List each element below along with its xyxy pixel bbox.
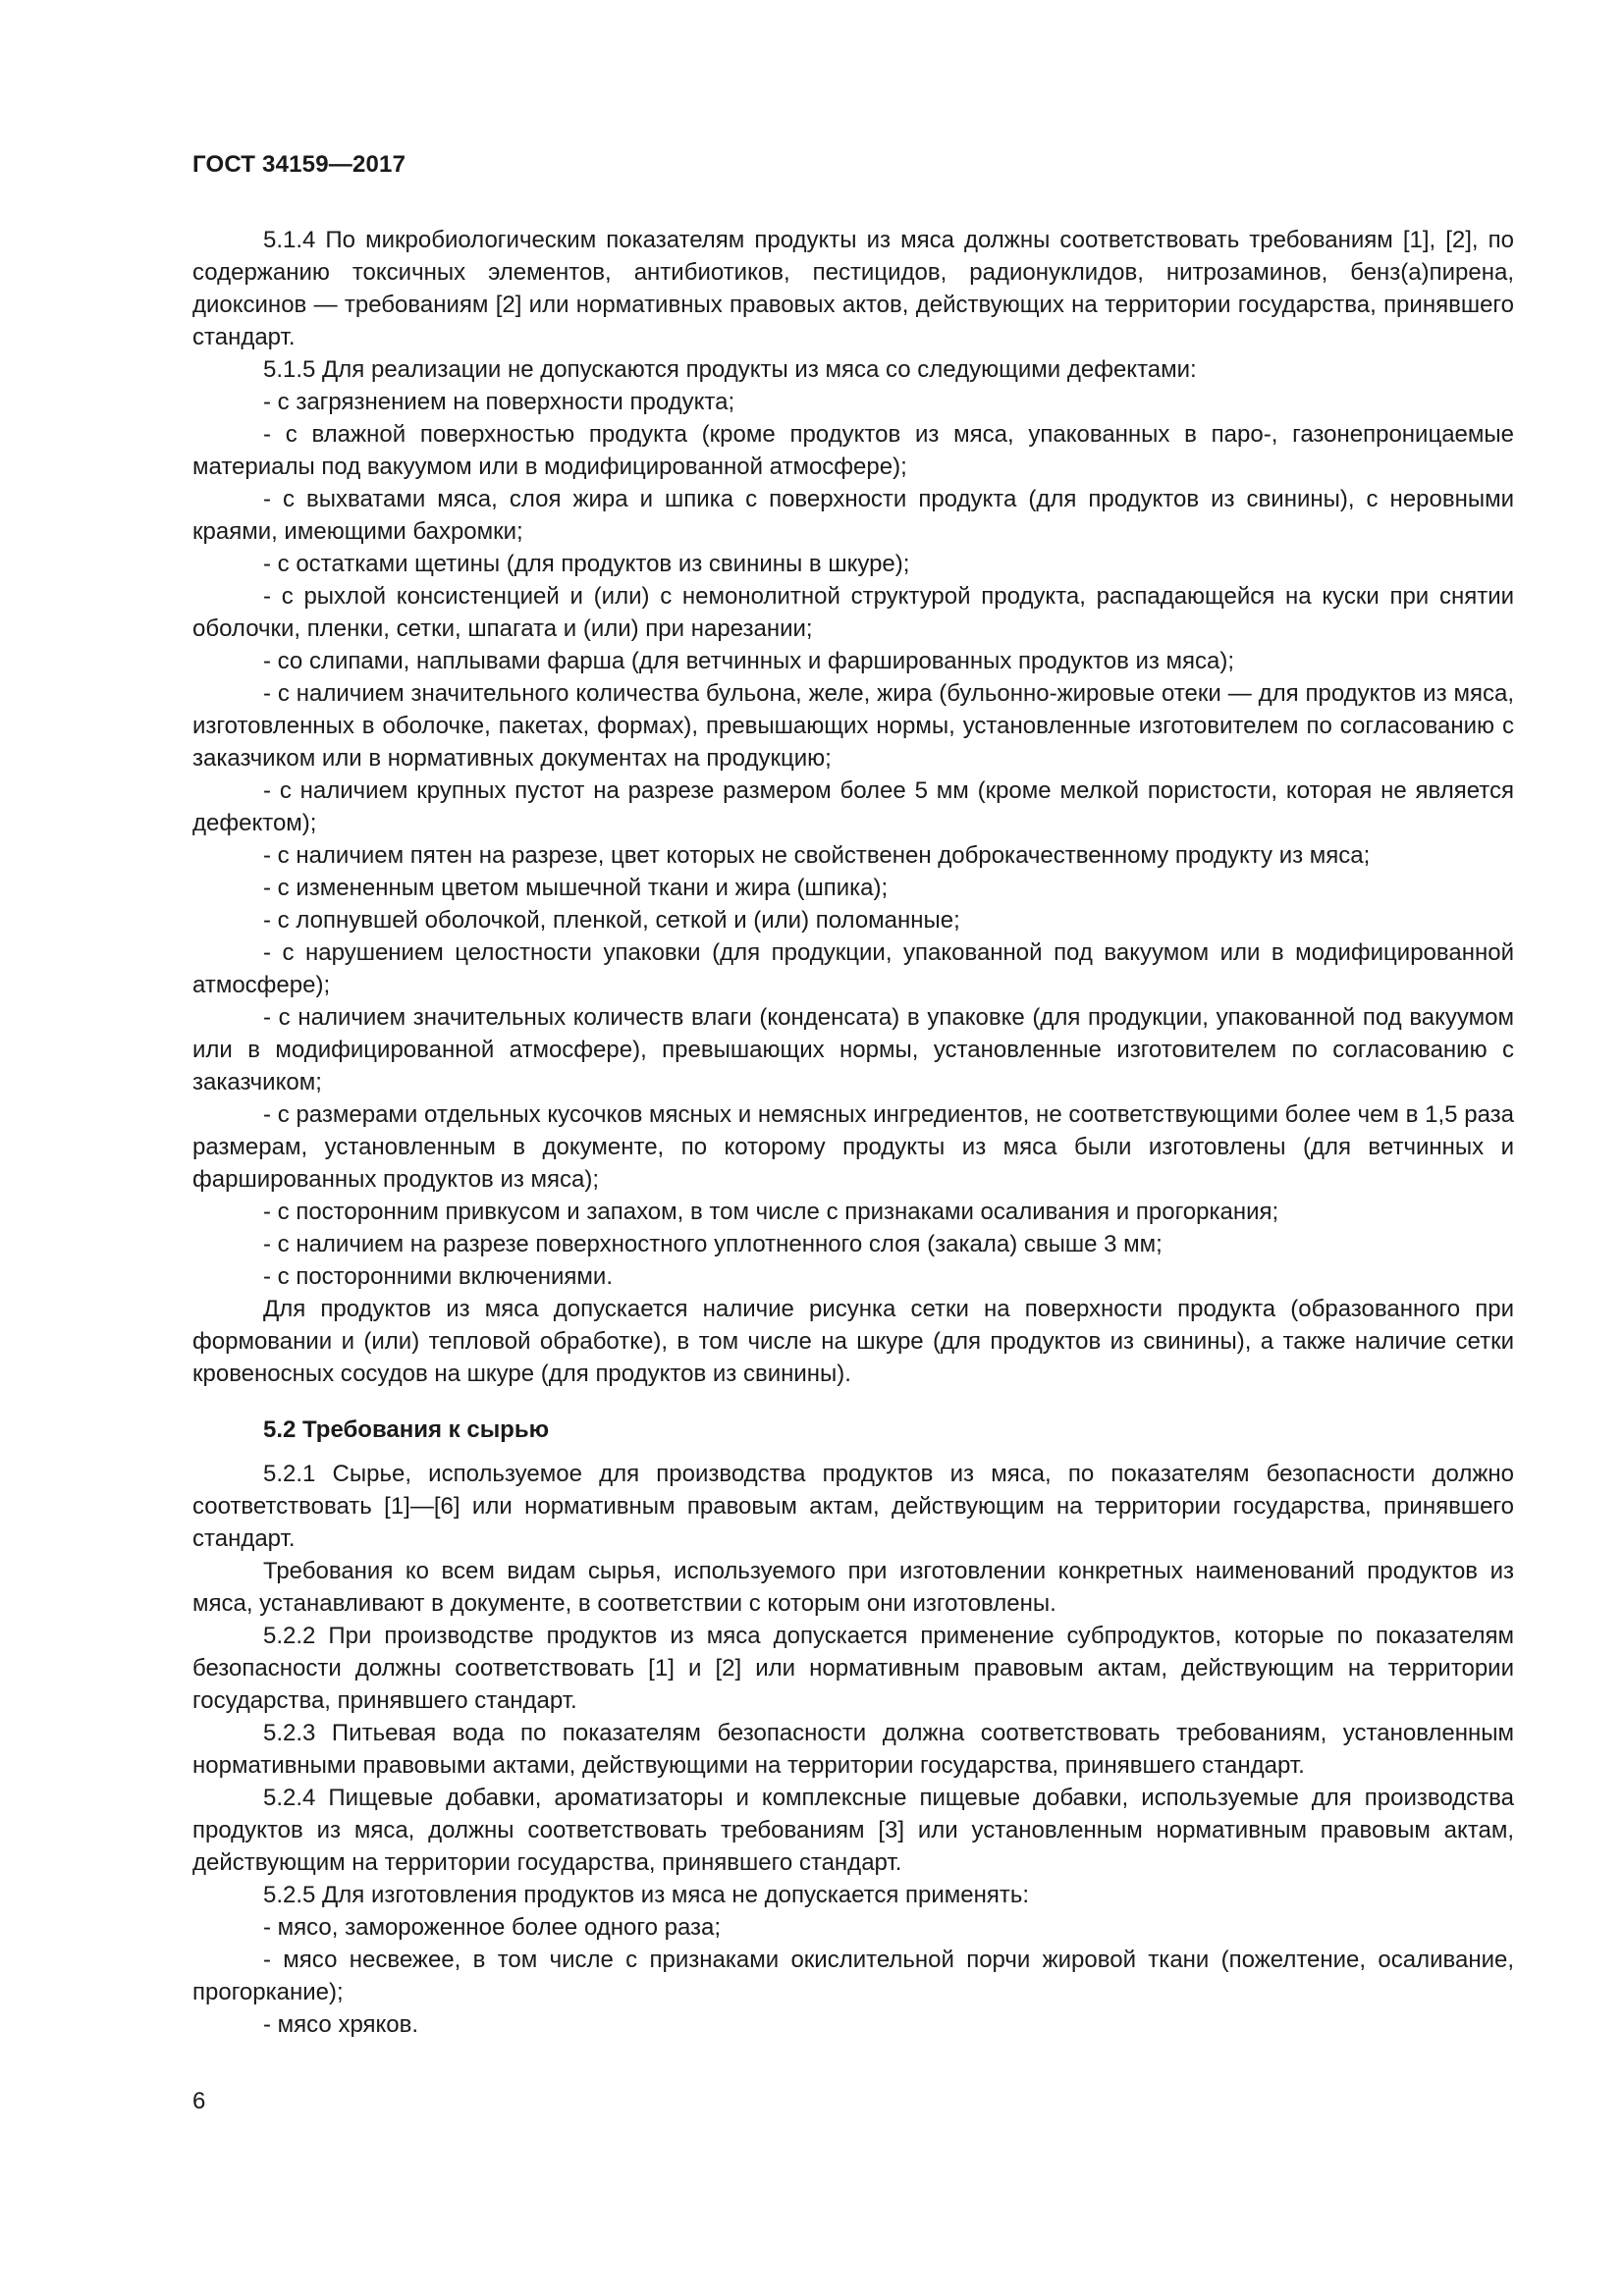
defect-item: - с измененным цветом мышечной ткани и жира (шпика);: [263, 875, 889, 901]
clause-5-2-5: 5.2.5 Для изготовления продуктов из мяса не допускается применять:: [263, 1882, 1030, 1908]
defect-item: - с наличием значительного количества бульона, желе, жира (бульонно-жировые отеки — для продуктов из мяса, изготовленных в оболочке, пакетах, формах), превышающих нормы, установленные изготовителем по согласованию с заказчиком или в нормативных документах на продукцию;: [192, 680, 1514, 772]
defect-item: - с посторонним привкусом и запахом, в том числе с признаками осаливания и прогоркания;: [263, 1199, 1279, 1225]
defect-item: - с посторонними включениями.: [263, 1263, 614, 1290]
raw-material-requirements: Требования ко всем видам сырья, используемого при изготовлении конкретных наименований продуктов из мяса, устанавливают в документе, в соответствии с которым они изготовлены.: [192, 1558, 1514, 1617]
page-number: 6: [192, 2088, 206, 2114]
clause-5-2-1: 5.2.1 Сырье, используемое для производства продуктов из мяса, по показателям безопасности должно соответствовать [1]—[6] или нормативным правовым актам, действующим на территории государства, принявшего стандарт.: [192, 1461, 1514, 1552]
defect-item: - с влажной поверхностью продукта (кроме продуктов из мяса, упакованных в паро-, газонепроницаемые материалы под вакуумом или в модифицированной атмосфере);: [192, 421, 1514, 480]
clause-5-2-4: 5.2.4 Пищевые добавки, ароматизаторы и комплексные пищевые добавки, используемые для производства продуктов из мяса, должны соответствовать требованиям [3] или установленным нормативным правовым актам, действующим на территории государства, принявшего стандарт.: [192, 1785, 1514, 1876]
defect-item: - с выхватами мяса, слоя жира и шпика с поверхности продукта (для продуктов из свинины), с неровными краями, имеющими бахромки;: [192, 486, 1514, 545]
clause-5-2-3: 5.2.3 Питьевая вода по показателям безопасности должна соответствовать требованиям, установленным нормативными правовыми актами, действующими на территории государства, принявшего стандарт.: [192, 1720, 1514, 1779]
clause-5-1-5: 5.1.5 Для реализации не допускаются продукты из мяса со следующими дефектами:: [263, 356, 1197, 383]
defect-item: - с размерами отдельных кусочков мясных и немясных ингредиентов, не соответствующими более чем в 1,5 раза размерам, установленным в документе, по которому продукты из мяса были изготовлены (для ветчинных и фаршированных продуктов из мяса);: [192, 1101, 1514, 1193]
defect-item: - со слипами, наплывами фарша (для ветчинных и фаршированных продуктов из мяса);: [263, 648, 1235, 674]
clause-5-2-2: 5.2.2 При производстве продуктов из мяса допускается применение субпродуктов, которые по показателям безопасности должны соответствовать [1] и [2] или нормативным правовым актам, действующим на территории государства, принявшего стандарт.: [192, 1623, 1514, 1714]
prohibited-item: - мясо хряков.: [263, 2011, 419, 2038]
mesh-pattern-note: Для продуктов из мяса допускается наличие рисунка сетки на поверхности продукта (образованного при формовании и (или) тепловой обработке), в том числе на шкуре (для продуктов из свинины), а также наличие сетки кровеносных сосудов на шкуре (для продуктов из свинины).: [192, 1296, 1514, 1387]
defect-item: - с наличием пятен на разрезе, цвет которых не свойственен доброкачественному продукту из мяса;: [263, 842, 1371, 869]
defect-item: - с нарушением целостности упаковки (для продукции, упакованной под вакуумом или в модифицированной атмосфере);: [192, 939, 1514, 998]
prohibited-item: - мясо несвежее, в том числе с признаками окислительной порчи жировой ткани (пожелтение, осаливание, прогоркание);: [192, 1947, 1514, 2005]
defect-item: - с наличием на разрезе поверхностного уплотненного слоя (закала) свыше 3 мм;: [263, 1231, 1163, 1257]
defect-item: - с рыхлой консистенцией и (или) с немонолитной структурой продукта, распадающейся на куски при снятии оболочки, пленки, сетки, шпагата и (или) при нарезании;: [192, 583, 1514, 642]
defect-item: - с наличием крупных пустот на разрезе размером более 5 мм (кроме мелкой пористости, которая не является дефектом);: [192, 777, 1514, 836]
defect-item: - с загрязнением на поверхности продукта;: [263, 389, 735, 415]
defect-item: - с наличием значительных количеств влаги (конденсата) в упаковке (для продукции, упакованной под вакуумом или в модифицированной атмосфере), превышающих нормы, установленные изготовителем по согласованию с заказчиком;: [192, 1004, 1514, 1095]
document-code: ГОСТ 34159—2017: [192, 151, 406, 178]
document-body: [192, 224, 1514, 2041]
defect-item: - с лопнувшей оболочкой, пленкой, сеткой и (или) поломанные;: [263, 907, 960, 934]
clause-5-1-4: 5.1.4 По микробиологическим показателям продукты из мяса должны соответствовать требованиям [1], [2], по содержанию токсичных элементов, антибиотиков, пестицидов, радионуклидов, нитрозаминов, бенз(а)пирена, диоксинов — требованиям [2] или нормативных правовых актов, действующих на территории государства, принявшего стандарт.: [192, 227, 1514, 350]
section-heading-5-2: 5.2 Требования к сырью: [263, 1416, 550, 1443]
prohibited-item: - мясо, замороженное более одного раза;: [263, 1914, 722, 1941]
defect-item: - с остатками щетины (для продуктов из свинины в шкуре);: [263, 551, 910, 577]
